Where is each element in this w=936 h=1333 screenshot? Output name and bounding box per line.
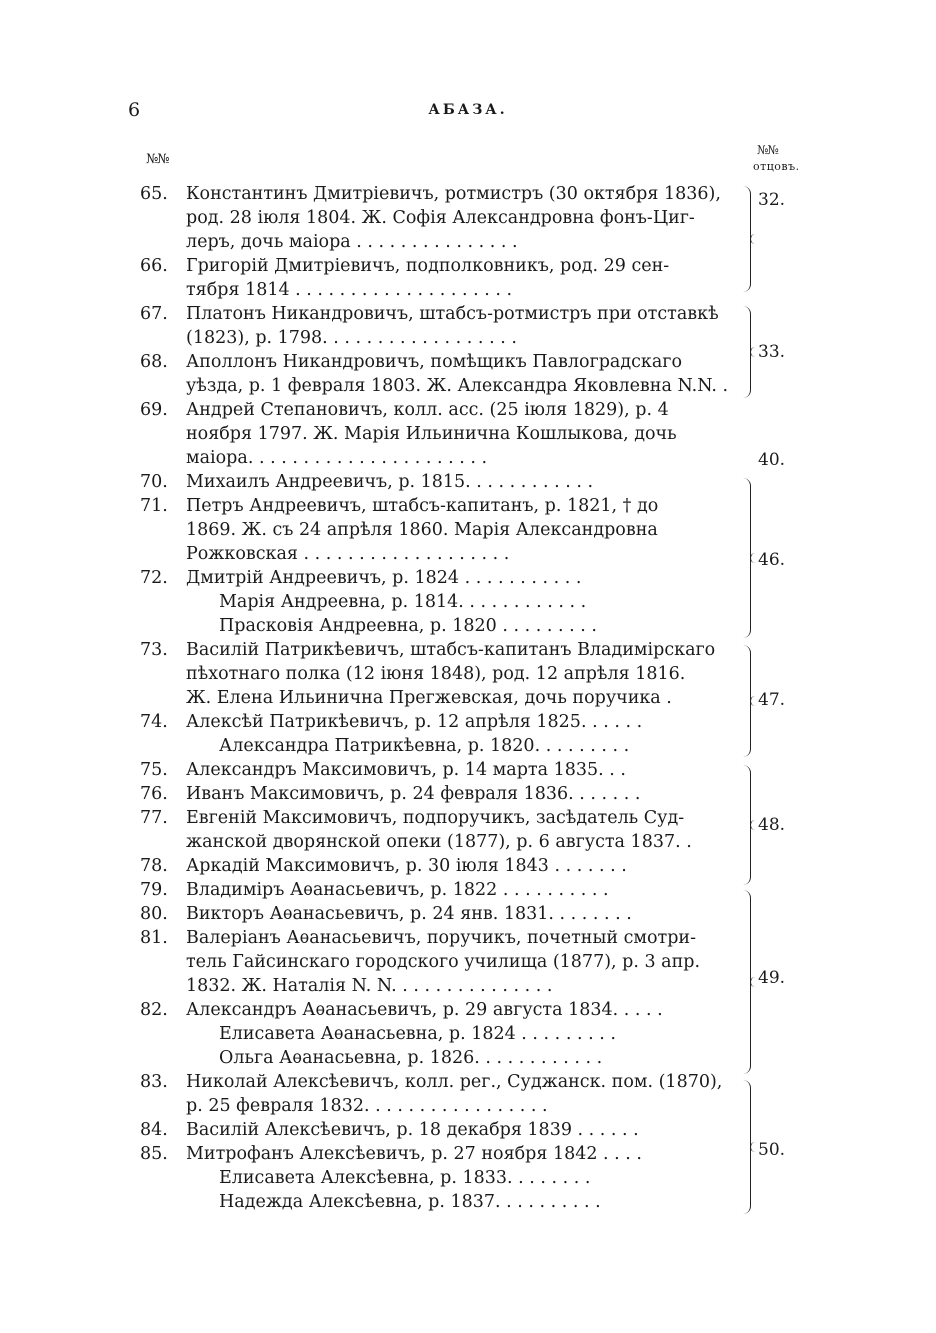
entry-line — [0, 830, 936, 854]
father-ref-46: 46. — [758, 550, 786, 570]
sibling-line: Елисавета Алексѣевна, р. 1833. . . . . . . . — [219, 1168, 591, 1188]
entry-text: Платонъ Никандровичъ, штабсъ-ротмистръ при отставкѣ — [186, 304, 719, 324]
entry-number: 70. — [140, 472, 168, 492]
entry-text: уѣзда, р. 1 февраля 1803. Ж. Александра Яковлевна N.N. . — [186, 376, 729, 396]
running-title: АБАЗА. — [428, 102, 508, 118]
entry-line — [0, 1190, 936, 1214]
entry-line — [0, 1118, 936, 1142]
entry-line — [0, 230, 936, 254]
entry-text: 1869. Ж. съ 24 апрѣля 1860. Марія Александровна — [186, 520, 658, 540]
entry-text: тября 1814 . . . . . . . . . . . . . . . . . . . . — [186, 280, 513, 300]
entry-line — [0, 950, 936, 974]
entry-number: 79. — [140, 880, 168, 900]
page-number: 6 — [128, 99, 141, 121]
brace-group-49 — [743, 890, 751, 1074]
entry-line — [0, 566, 936, 590]
entry-text: Алексѣй Патрикѣевичъ, р. 12 апрѣля 1825. . . . . . — [186, 712, 643, 732]
entry-text: р. 25 февраля 1832. . . . . . . . . . . . . . . . . — [186, 1096, 548, 1116]
entry-line — [0, 326, 936, 350]
entry-text: пѣхотнаго полка (12 іюня 1848), род. 12 апрѣля 1816. — [186, 664, 686, 684]
entry-text: Ж. Елена Ильинична Прегжевская, дочь поручика . — [186, 688, 672, 708]
father-ref-49: 49. — [758, 968, 786, 988]
entry-line — [0, 710, 936, 734]
brace-group-50 — [743, 1080, 751, 1214]
entry-number: 77. — [140, 808, 168, 828]
entry-line — [0, 1166, 936, 1190]
entry-text: жанской дворянской опеки (1877), р. 6 августа 1837. . — [186, 832, 692, 852]
entry-text: Андрей Степановичъ, колл. асс. (25 іюля 1829), р. 4 — [186, 400, 669, 420]
entry-line — [0, 494, 936, 518]
entry-line — [0, 182, 936, 206]
entry-line — [0, 542, 936, 566]
entry-text: род. 28 іюля 1804. Ж. Софія Александровна фонъ-Циг- — [186, 208, 695, 228]
entry-line — [0, 878, 936, 902]
entry-line — [0, 1142, 936, 1166]
entry-number: 81. — [140, 928, 168, 948]
entry-text: Евгеній Максимовичъ, подпоручикъ, засѣдатель Суд- — [186, 808, 685, 828]
sibling-line: Александра Патрикѣевна, р. 1820. . . . . . . . . — [219, 736, 630, 756]
entry-text: Василій Алексѣевичъ, р. 18 декабря 1839 . . . . . . — [186, 1120, 639, 1140]
entry-text: Викторъ Аѳанасьевичъ, р. 24 янв. 1831. . . . . . . . — [186, 904, 632, 924]
entry-number: 72. — [140, 568, 168, 588]
sibling-line: Ольга Аѳанасьевна, р. 1826. . . . . . . . . . . . — [219, 1048, 603, 1068]
entry-line — [0, 398, 936, 422]
entry-line — [0, 518, 936, 542]
sibling-line: Марія Андреевна, р. 1814. . . . . . . . . . . . — [219, 592, 587, 612]
entry-text: Константинъ Дмитріевичъ, ротмистръ (30 октября 1836), — [186, 184, 721, 204]
sibling-line: Прасковія Андреевна, р. 1820 . . . . . . . . . — [219, 616, 597, 636]
entry-number: 76. — [140, 784, 168, 804]
entry-line — [0, 662, 936, 686]
entry-text: Валеріанъ Аѳанасьевичъ, поручикъ, почетный смотри- — [186, 928, 697, 948]
entry-number: 69. — [140, 400, 168, 420]
entry-text: (1823), р. 1798. . . . . . . . . . . . . . . . . . — [186, 328, 517, 348]
father-ref-40: 40. — [758, 450, 786, 470]
entry-number: 75. — [140, 760, 168, 780]
column-label-fathers-top: №№ — [757, 143, 778, 157]
entry-line — [0, 1094, 936, 1118]
entry-text: Дмитрій Андреевичъ, р. 1824 . . . . . . . . . . . — [186, 568, 582, 588]
entry-text: Александръ Аѳанасьевичъ, р. 29 августа 1834. . . . . — [186, 1000, 663, 1020]
sibling-line: Надежда Алексѣевна, р. 1837. . . . . . . . . . — [219, 1192, 601, 1212]
entry-number: 66. — [140, 256, 168, 276]
entry-line — [0, 590, 936, 614]
entry-line — [0, 470, 936, 494]
father-ref-33: 33. — [758, 342, 786, 362]
entry-line — [0, 278, 936, 302]
entry-line — [0, 1046, 936, 1070]
entry-text: тель Гайсинскаго городского училища (1877), р. 3 апр. — [186, 952, 701, 972]
entry-number: 71. — [140, 496, 168, 516]
entry-line — [0, 974, 936, 998]
entry-number: 68. — [140, 352, 168, 372]
entry-line — [0, 446, 936, 470]
entry-line — [0, 782, 936, 806]
entry-number: 74. — [140, 712, 168, 732]
entry-text: Василій Патрикѣевичъ, штабсъ-капитанъ Владимірскаго — [186, 640, 716, 660]
entry-text: Александръ Максимовичъ, р. 14 марта 1835. . . — [186, 760, 626, 780]
brace-group-33 — [743, 306, 751, 398]
column-label-numbers: №№ — [146, 152, 169, 167]
entry-text: ноября 1797. Ж. Марія Ильинична Кошлыкова, дочь — [186, 424, 677, 444]
entry-text: Михаилъ Андреевичъ, р. 1815. . . . . . . . . . . . — [186, 472, 594, 492]
father-ref-47: 47. — [758, 690, 786, 710]
entry-line — [0, 854, 936, 878]
entry-line — [0, 902, 936, 926]
entry-text: Владиміръ Аѳанасьевичъ, р. 1822 . . . . . . . . . . — [186, 880, 609, 900]
entry-text: Григорій Дмитріевичъ, подполковникъ, род. 29 сен- — [186, 256, 670, 276]
entry-line — [0, 302, 936, 326]
father-ref-48: 48. — [758, 815, 786, 835]
entry-text: Аполлонъ Никандровичъ, помѣщикъ Павлоградскаго — [186, 352, 682, 372]
father-ref-50: 50. — [758, 1140, 786, 1160]
entry-text: Аркадій Максимовичъ, р. 30 іюля 1843 . . . . . . . — [186, 856, 627, 876]
entry-number: 85. — [140, 1144, 168, 1164]
entry-number: 73. — [140, 640, 168, 660]
entry-number: 67. — [140, 304, 168, 324]
brace-group-32 — [743, 186, 751, 292]
entry-line — [0, 686, 936, 710]
entry-number: 84. — [140, 1120, 168, 1140]
entry-line — [0, 374, 936, 398]
entry-line — [0, 758, 936, 782]
entry-line — [0, 614, 936, 638]
entry-number: 80. — [140, 904, 168, 924]
entry-number: 65. — [140, 184, 168, 204]
entry-line — [0, 1070, 936, 1094]
entry-number: 83. — [140, 1072, 168, 1092]
entry-line — [0, 422, 936, 446]
entry-line — [0, 206, 936, 230]
entry-line — [0, 926, 936, 950]
entry-line — [0, 806, 936, 830]
brace-group-47 — [743, 645, 751, 757]
father-ref-32: 32. — [758, 190, 786, 210]
entry-line — [0, 734, 936, 758]
entry-text: Митрофанъ Алексѣевичъ, р. 27 ноября 1842 . . . . — [186, 1144, 642, 1164]
entry-line — [0, 254, 936, 278]
entry-text: леръ, дочь маіора . . . . . . . . . . . . . . . — [186, 232, 518, 252]
brace-group-48 — [743, 765, 751, 885]
entry-number: 78. — [140, 856, 168, 876]
entry-text: Петръ Андреевичъ, штабсъ-капитанъ, р. 1821, † до — [186, 496, 659, 516]
entry-line — [0, 350, 936, 374]
entry-line — [0, 638, 936, 662]
entry-number: 82. — [140, 1000, 168, 1020]
entry-line — [0, 998, 936, 1022]
entry-line — [0, 1022, 936, 1046]
entry-text: маіора. . . . . . . . . . . . . . . . . . . . . . — [186, 448, 488, 468]
sibling-line: Елисавета Аѳанасьевна, р. 1824 . . . . . . . . . — [219, 1024, 616, 1044]
brace-group-46 — [743, 478, 751, 638]
column-label-fathers-bottom: отцовъ. — [753, 160, 800, 173]
entry-text: Николай Алексѣевичъ, колл. рег., Суджанск. пом. (1870), — [186, 1072, 723, 1092]
entry-text: 1832. Ж. Наталія N. N. . . . . . . . . . . . . . . — [186, 976, 553, 996]
entry-text: Рожковская . . . . . . . . . . . . . . . . . . . — [186, 544, 510, 564]
entry-text: Иванъ Максимовичъ, р. 24 февраля 1836. . . . . . . — [186, 784, 641, 804]
